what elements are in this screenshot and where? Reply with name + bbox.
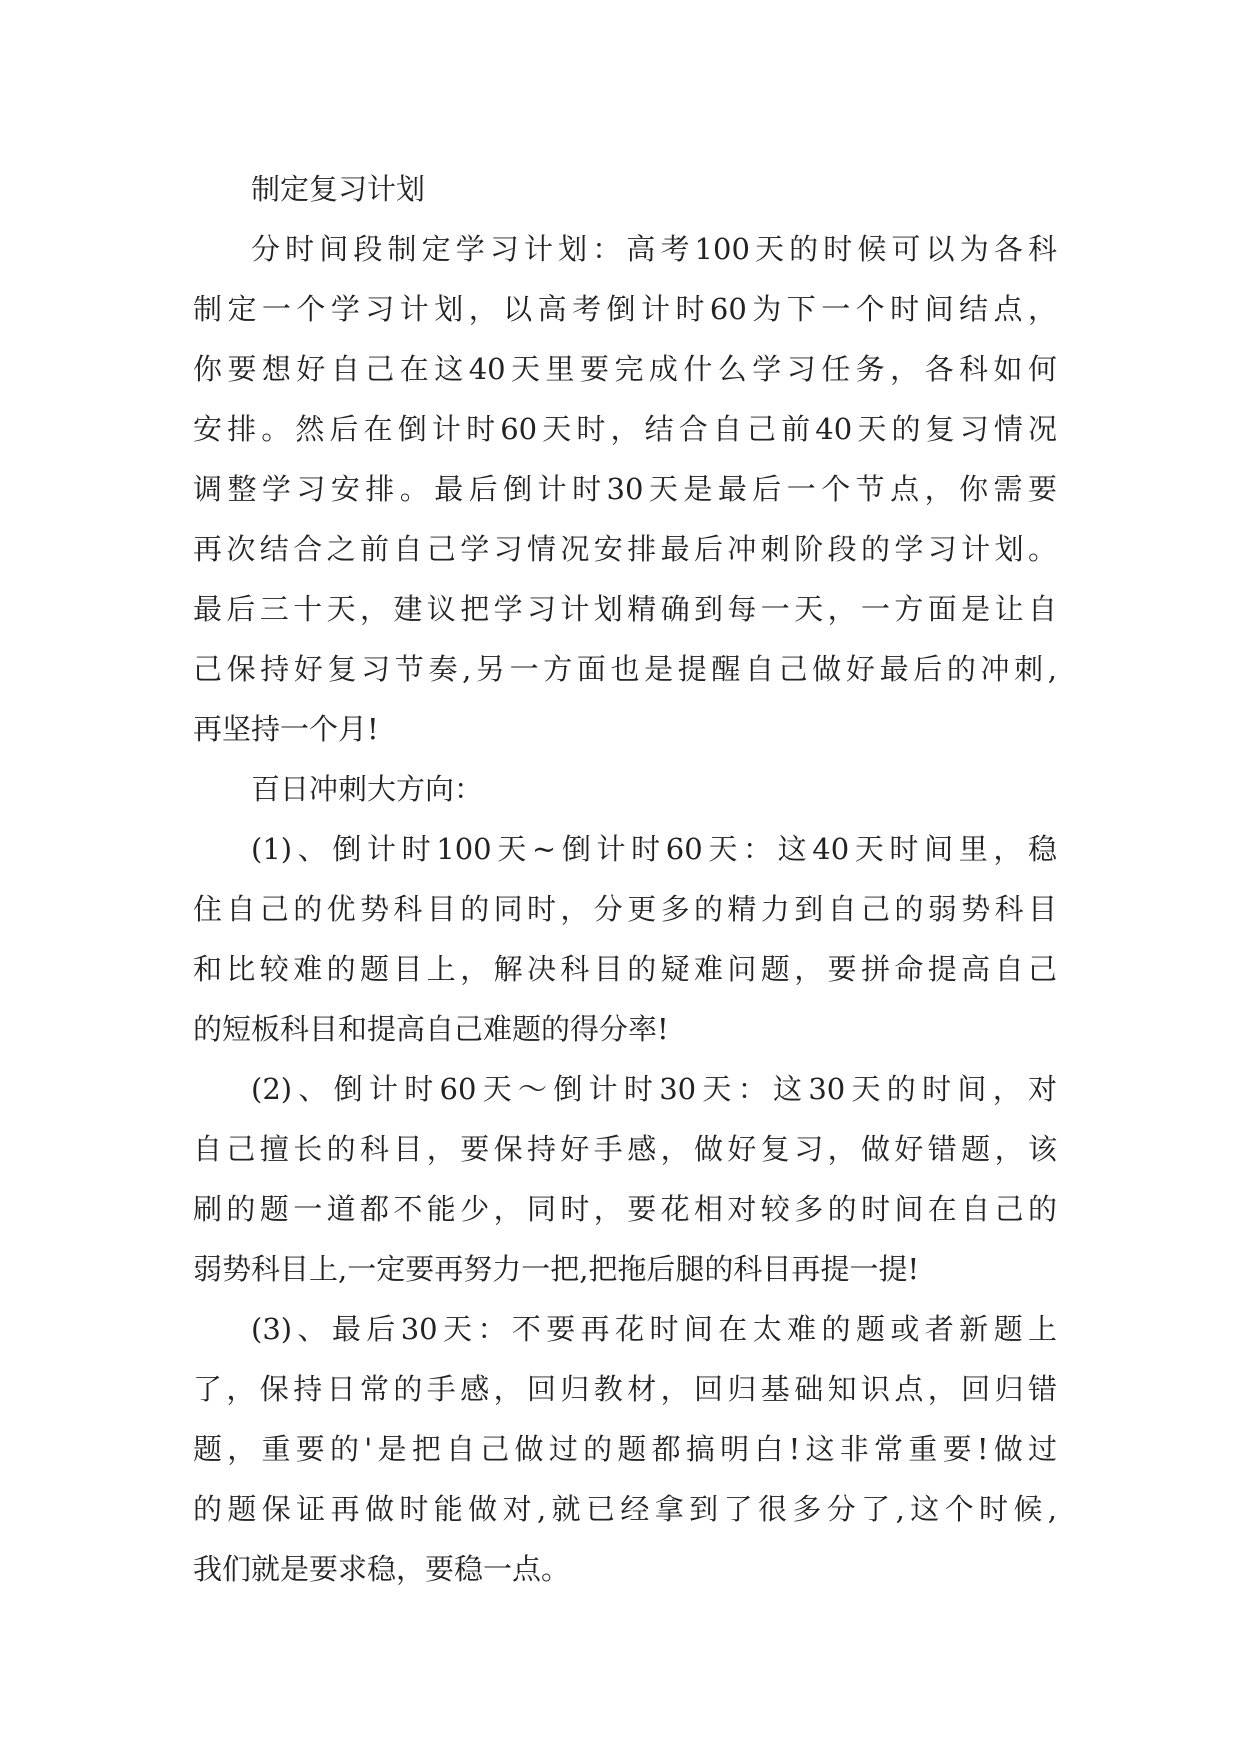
text-line: (1)、倒计时100天~倒计时60天：这40天时间里，稳 [251, 832, 1057, 866]
text-line: (3)、最后30天：不要再花时间在太难的题或者新题上 [251, 1312, 1057, 1346]
text-line: (2)、倒计时60天～倒计时30天：这30天的时间，对 [251, 1072, 1057, 1106]
text-line: 调整学习安排。最后倒计时30天是最后一个节点，你需要 [193, 472, 1057, 506]
text-line: 和比较难的题目上，解决科目的疑难问题，要拼命提高自己 [193, 952, 1057, 986]
paragraph-study-plan [193, 219, 1057, 759]
text-line: 安排。然后在倒计时60天时，结合自己前40天的复习情况 [193, 412, 1057, 446]
text-line: 自己擅长的科目，要保持好手感，做好复习，做好错题，该 [193, 1132, 1057, 1166]
text-line: 刷的题一道都不能少，同时，要花相对较多的时间在自己的 [193, 1192, 1057, 1226]
text-line: 你要想好自己在这40天里要完成什么学习任务，各科如何 [193, 352, 1057, 386]
paragraph-stage-3 [193, 1299, 1057, 1599]
text-line: 住自己的优势科目的同时，分更多的精力到自己的弱势科目 [193, 892, 1057, 926]
text-line: 百日冲刺大方向： [251, 772, 484, 806]
text-line: 我们就是要求稳，要稳一点。 [193, 1552, 571, 1586]
text-line: 的题保证再做时能做对,就已经拿到了很多分了,这个时候, [193, 1492, 1057, 1526]
paragraph-stage-2 [193, 1059, 1057, 1299]
paragraph-stage-1 [193, 819, 1057, 1059]
text-line: 题，重要的'是把自己做过的题都搞明白!这非常重要!做过 [193, 1432, 1057, 1466]
section-heading-100-day-direction [193, 759, 1057, 819]
text-line: 弱势科目上,一定要再努力一把,把拖后腿的科目再提一提! [193, 1252, 920, 1286]
document-body [193, 159, 1057, 1599]
text-line: 再次结合之前自己学习情况安排最后冲刺阶段的学习计划。 [193, 532, 1057, 566]
text-line: 最后三十天，建议把学习计划精确到每一天，一方面是让自 [193, 592, 1057, 626]
text-line: 了，保持日常的手感，回归教材，回归基础知识点，回归错 [193, 1372, 1057, 1406]
text-line: 再坚持一个月! [193, 712, 379, 746]
text-line: 己保持好复习节奏,另一方面也是提醒自己做好最后的冲刺, [193, 652, 1057, 686]
text-line: 分时间段制定学习计划：高考100天的时候可以为各科 [251, 232, 1057, 266]
text-line: 制定复习计划 [251, 172, 426, 206]
section-heading-review-plan [193, 159, 1057, 219]
text-line: 制定一个学习计划，以高考倒计时60为下一个时间结点， [193, 292, 1057, 326]
text-line: 的短板科目和提高自己难题的得分率! [193, 1012, 669, 1046]
